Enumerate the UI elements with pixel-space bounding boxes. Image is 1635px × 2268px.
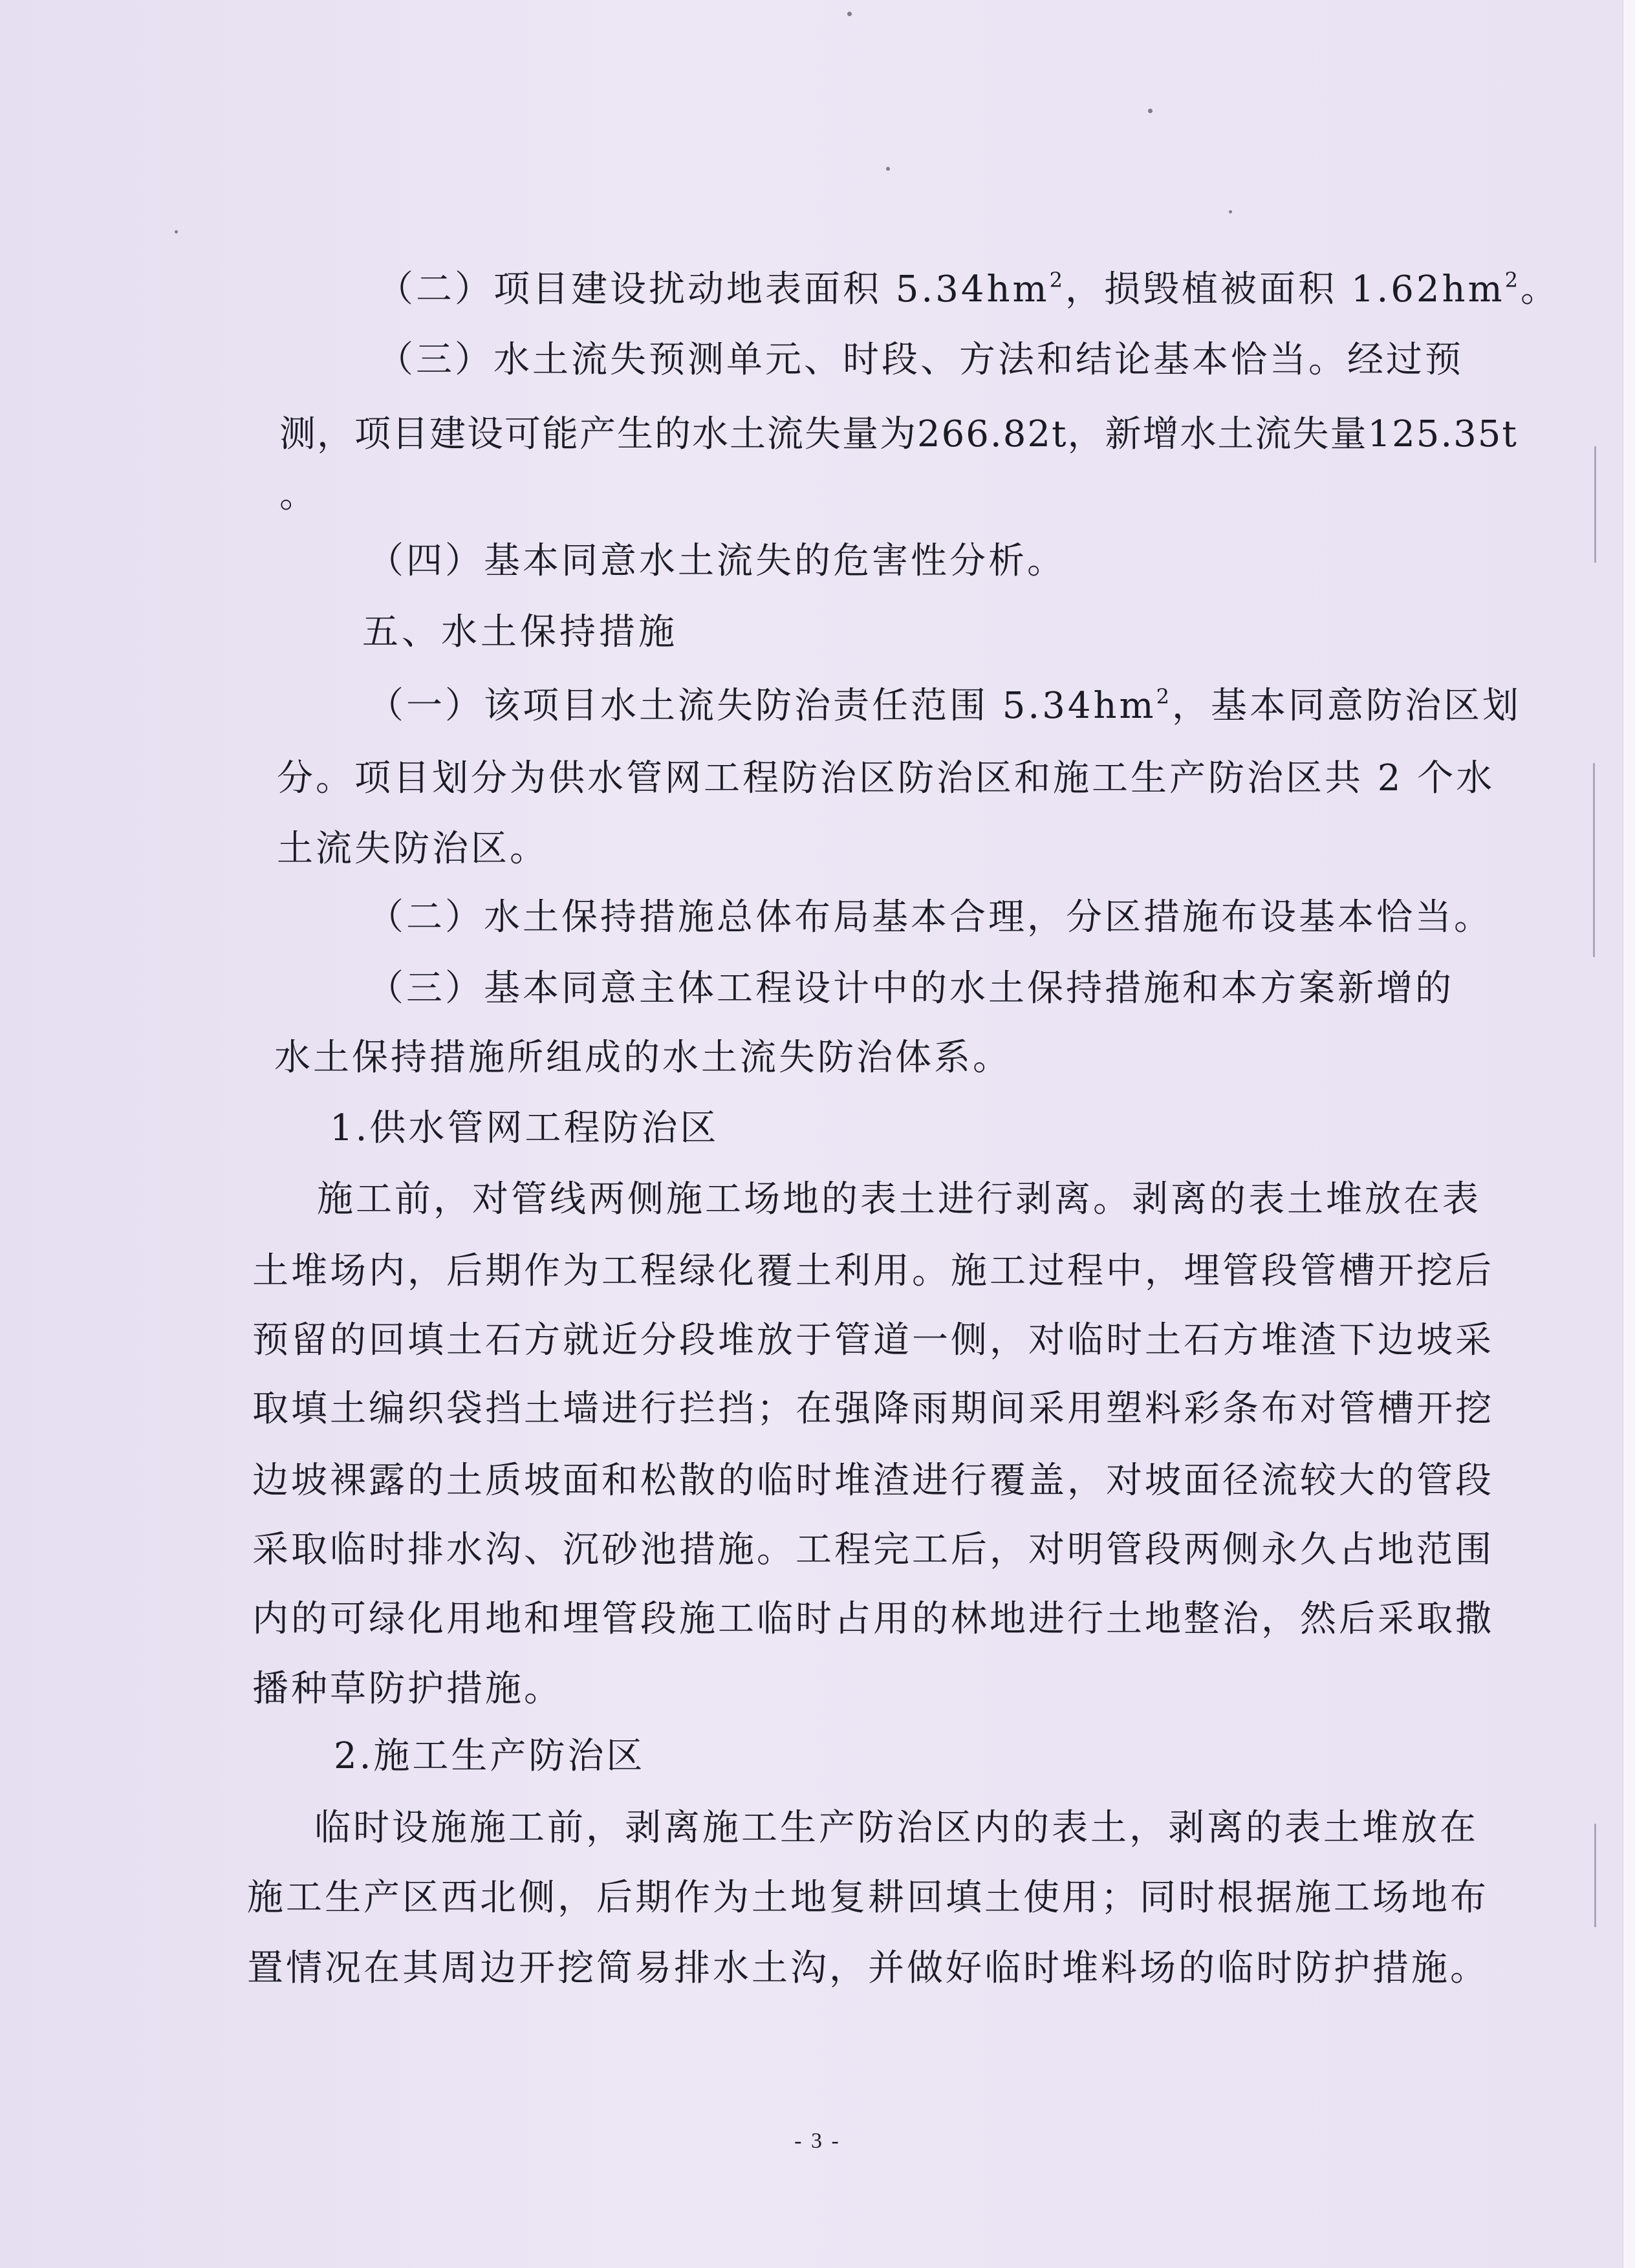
paragraph-line: 采取临时排水沟、沉砂池措施。工程完工后，对明管段两侧永久占地范围 — [252, 1529, 1494, 1571]
paragraph-line: 取填土编织袋挡土墙进行拦挡；在强降雨期间采用塑料彩条布对管槽开挖 — [252, 1388, 1494, 1430]
scan-mark — [1594, 446, 1596, 563]
paragraph-line: 。 — [279, 474, 318, 516]
scan-speck — [175, 230, 178, 233]
scan-speck — [1148, 109, 1153, 113]
paragraph-line: 土堆场内，后期作为工程绿化覆土利用。施工过程中，埋管段管槽开挖后 — [252, 1250, 1494, 1292]
paragraph-line: 内的可绿化用地和埋管段施工临时占用的林地进行土地整治，然后采取撒 — [252, 1598, 1494, 1640]
section-heading: 五、水土保持措施 — [362, 611, 678, 653]
paragraph-line: （四）基本同意水土流失的危害性分析。 — [367, 540, 1066, 582]
paragraph-line: 施工生产区西北侧，后期作为土地复耕回填土使用；同时根据施工场地布 — [247, 1877, 1489, 1919]
paragraph-line: （一）该项目水土流失防治责任范围 $5.34hm^2$，基本同意防治区划 — [367, 684, 1522, 727]
page-edge — [1623, 0, 1635, 2268]
subsection-heading: 2.施工生产防治区 — [334, 1735, 645, 1777]
paragraph-line: 测，项目建设可能产生的水土流失量为266.82t，新增水土流失量125.35t — [279, 413, 1518, 455]
paragraph-line: （二）项目建设扰动地表面积 $5.34hm^2$，损毁植被面积 $1.62hm^2$。 — [377, 268, 1560, 310]
paragraph-line: 分。项目划分为供水管网工程防治区防治区和施工生产防治区共 2 个水 — [277, 757, 1495, 799]
paragraph-line: 临时设施施工前，剥离施工生产防治区内的表土，剥离的表土堆放在 — [314, 1807, 1478, 1849]
paragraph-line: （三）水土流失预测单元、时段、方法和结论基本恰当。经过预 — [377, 339, 1464, 381]
paragraph-line: 边坡裸露的土质坡面和松散的临时堆渣进行覆盖，对坡面径流较大的管段 — [252, 1460, 1494, 1502]
paragraph-line: 置情况在其周边开挖简易排水土沟，并做好临时堆料场的临时防护措施。 — [247, 1947, 1489, 1989]
scan-mark — [1594, 1824, 1596, 1927]
paragraph-line: 施工前，对管线两侧施工场地的表土进行剥离。剥离的表土堆放在表 — [317, 1178, 1481, 1220]
paragraph-line: （二）水土保持措施总体布局基本合理，分区措施布设基本恰当。 — [367, 896, 1493, 938]
paragraph-line: 水土保持措施所组成的水土流失防治体系。 — [274, 1037, 1012, 1079]
subsection-heading: 1.供水管网工程防治区 — [330, 1107, 719, 1149]
paragraph-line: 播种草防护措施。 — [252, 1668, 563, 1710]
scan-speck — [1229, 210, 1232, 213]
paragraph-line: 土流失防治区。 — [277, 828, 548, 870]
paragraph-line: （三）基本同意主体工程设计中的水土保持措施和本方案新增的 — [367, 967, 1454, 1010]
paragraph-line: 预留的回填土石方就近分段堆放于管道一侧，对临时土石方堆渣下边坡采 — [252, 1319, 1494, 1361]
scan-speck — [886, 167, 890, 171]
scan-mark — [1593, 763, 1595, 957]
scan-speck — [847, 12, 852, 16]
page-number: - 3 - — [794, 2129, 841, 2153]
